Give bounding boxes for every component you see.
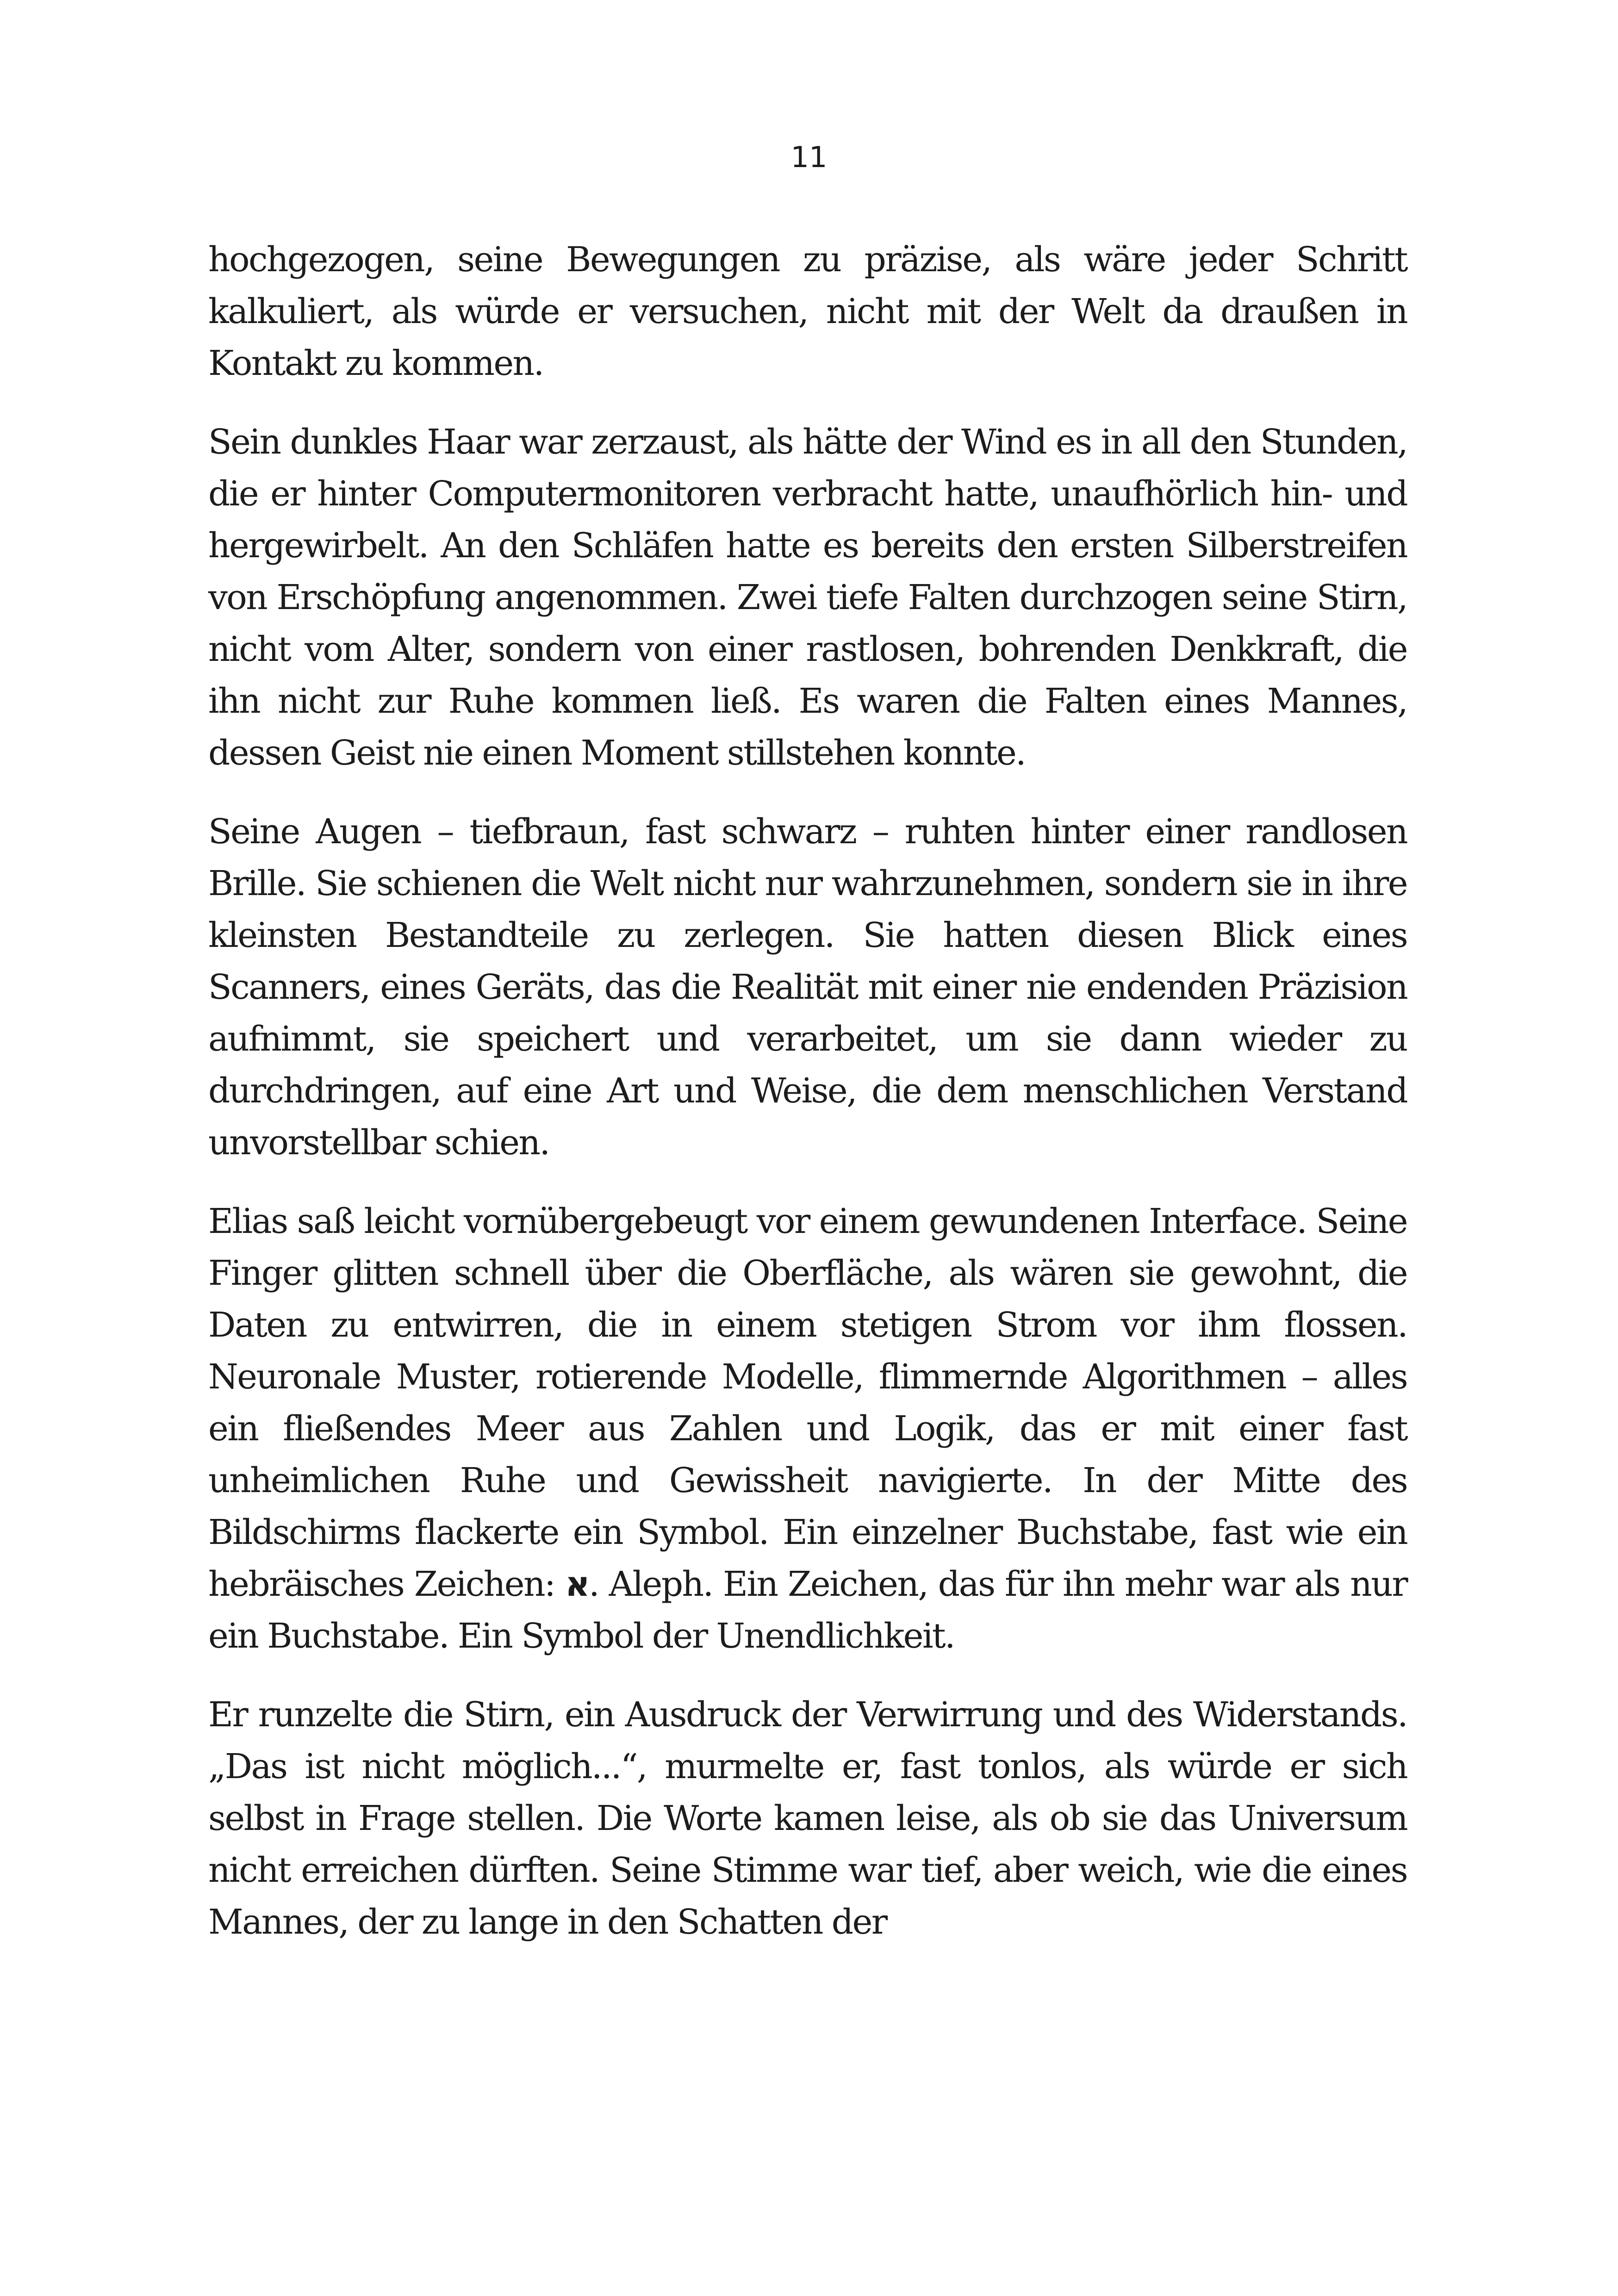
- paragraph-3: Seine Augen – tiefbraun, fast schwarz – ruhten hinter einer randlosen Brille. Sie schienen die Welt nicht nur wahrzunehmen, sondern sie in ihre kleinsten Bestandteile zu zerlegen. Sie hatten diesen Blick eines Scanners, eines Geräts, das die Realität mit einer nie endenden Präzision aufnimmt, sie speichert und verarbeitet, um sie dann wieder zu durchdringen, auf eine Art und Weise, die dem menschlichen Verstand unvorstellbar schien.: [208, 812, 1407, 1163]
- body-text: [208, 234, 1407, 1975]
- aleph-symbol: א: [565, 1564, 589, 1604]
- paragraph-2: Sein dunkles Haar war zerzaust, als hätte der Wind es in all den Stunden, die er hinter Computermonitoren verbracht hatte, unaufhörlich hin- und hergewirbelt. An den Schläfen hatte es bereits den ersten Silberstreifen von Erschöpfung angenommen. Zwei tiefe Falten durchzogen seine Stirn, nicht vom Alter, sondern von einer rastlosen, bohrenden Denkkraft, die ihn nicht zur Ruhe kommen ließ. Es waren die Falten eines Mannes, dessen Geist nie einen Moment stillstehen konnte.: [208, 422, 1407, 773]
- paragraph-4-text-before: Elias saß leicht vornübergebeugt vor einem gewundenen Interface. Seine Finger glitten schnell über die Oberfläche, als wären sie gewohnt, die Daten zu entwirren, die in einem stetigen Strom vor ihm flossen. Neuronale Muster, rotierende Modelle, flimmernde Algorithmen – alles ein fließendes Meer aus Zahlen und Logik, das er mit einer fast unheimlichen Ruhe und Gewissheit navigierte. In der Mitte des Bildschirms flackerte ein Symbol. Ein einzelner Buchstabe, fast wie ein hebräisches Zeichen:: [208, 1201, 1407, 1604]
- paragraph-4-text-after: . Aleph. Ein Zeichen, das für ihn mehr war als nur ein Buchstabe. Ein Symbol der Unendlichkeit.: [208, 1564, 1407, 1656]
- page-number: 11: [790, 140, 828, 174]
- paragraph-4: [208, 1195, 1407, 1662]
- paragraph-5: Er runzelte die Stirn, ein Ausdruck der Verwirrung und des Widerstands. „Das ist nicht möglich...“, murmelte er, fast tonlos, als würde er sich selbst in Frage stellen. Die Worte kamen leise, als ob sie das Universum nicht erreichen dürften. Seine Stimme war tief, aber weich, wie die eines Mannes, der zu lange in den Schatten der: [208, 1695, 1407, 1942]
- paragraph-1: hochgezogen, seine Bewegungen zu präzise, als wäre jeder Schritt kalkuliert, als würde er versuchen, nicht mit der Welt da draußen in Kontakt zu kommen.: [208, 240, 1407, 383]
